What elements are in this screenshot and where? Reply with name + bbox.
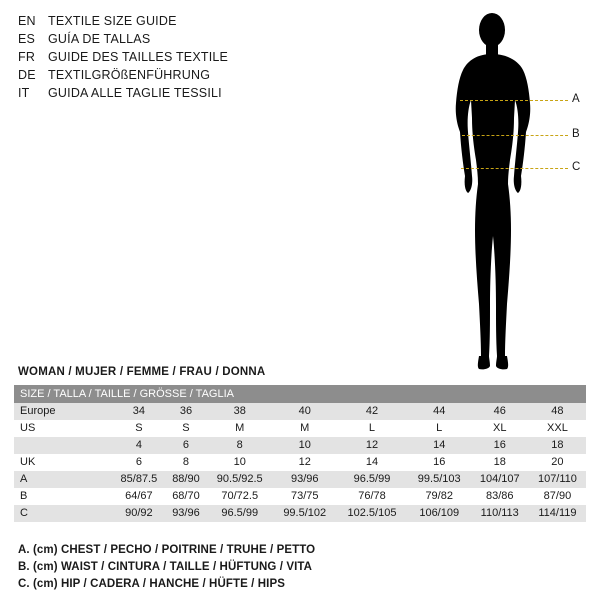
table-header-row (14, 385, 586, 403)
cell: 44 (408, 403, 471, 420)
cell: 40 (273, 403, 336, 420)
cell: 16 (408, 454, 471, 471)
title-text-it: GUIDA ALLE TAGLIE TESSILI (48, 86, 222, 100)
cell: 96.5/99 (336, 471, 408, 488)
cell: XXL (529, 420, 586, 437)
cell: 42 (336, 403, 408, 420)
footnote-a: A. (cm) CHEST / PECHO / POITRINE / TRUHE / PETTO (18, 544, 316, 556)
cell: 10 (273, 437, 336, 454)
cell: 83/86 (471, 488, 529, 505)
title-row-fr (18, 50, 338, 68)
cell: 110/113 (471, 505, 529, 522)
title-lang-es: ES (18, 32, 36, 46)
cell: 114/119 (529, 505, 586, 522)
cell: 99.5/102 (273, 505, 336, 522)
row-label: C (14, 505, 112, 522)
measure-line-b (462, 135, 568, 136)
title-lang-it: IT (18, 86, 30, 100)
cell: 90.5/92.5 (206, 471, 273, 488)
table-header-label: SIZE / TALLA / TAILLE / GRÖSSE / TAGLIA (14, 385, 586, 403)
cell: 68/70 (166, 488, 206, 505)
table-row (14, 420, 586, 437)
cell: 36 (166, 403, 206, 420)
cell: 79/82 (408, 488, 471, 505)
cell: 20 (529, 454, 586, 471)
title-row-en (18, 14, 338, 32)
cell: S (112, 420, 166, 437)
cell: 12 (336, 437, 408, 454)
cell: 85/87.5 (112, 471, 166, 488)
table-row (14, 488, 586, 505)
cell: 64/67 (112, 488, 166, 505)
cell: L (408, 420, 471, 437)
cell: 70/72.5 (206, 488, 273, 505)
cell: 99.5/103 (408, 471, 471, 488)
row-label: UK (14, 454, 112, 471)
title-row-de (18, 68, 338, 86)
title-lang-en: EN (18, 14, 36, 28)
title-lang-de: DE (18, 68, 36, 82)
row-label: US (14, 420, 112, 437)
cell: 104/107 (471, 471, 529, 488)
cell: 8 (166, 454, 206, 471)
measure-line-c (461, 168, 568, 169)
title-block (18, 14, 338, 104)
footnote-c: C. (cm) HIP / CADERA / HANCHE / HÜFTE / HIPS (18, 578, 286, 590)
cell: 6 (112, 454, 166, 471)
title-lang-fr: FR (18, 50, 36, 64)
title-text-fr: GUIDE DES TAILLES TEXTILE (48, 50, 229, 64)
female-silhouette-icon (430, 8, 590, 378)
cell: 73/75 (273, 488, 336, 505)
cell: 87/90 (529, 488, 586, 505)
title-text-es: GUÍA DE TALLAS (48, 32, 151, 46)
cell: 18 (471, 454, 529, 471)
title-text-de: TEXTILGRÖßENFÜHRUNG (48, 68, 211, 82)
cell: 14 (336, 454, 408, 471)
cell: 4 (112, 437, 166, 454)
footnote-b: B. (cm) WAIST / CINTURA / TAILLE / HÜFTUNG / VITA (18, 561, 313, 573)
size-table (14, 385, 586, 522)
row-label: B (14, 488, 112, 505)
cell: M (273, 420, 336, 437)
cell: 102.5/105 (336, 505, 408, 522)
measure-label-b: B (572, 128, 580, 140)
measure-label-a: A (572, 93, 580, 105)
cell: 106/109 (408, 505, 471, 522)
cell: 48 (529, 403, 586, 420)
cell: 93/96 (273, 471, 336, 488)
cell: 107/110 (529, 471, 586, 488)
cell: 93/96 (166, 505, 206, 522)
cell: S (166, 420, 206, 437)
row-label (14, 437, 112, 454)
table-row (14, 505, 586, 522)
title-row-it (18, 86, 338, 104)
cell: 18 (529, 437, 586, 454)
cell: M (206, 420, 273, 437)
measure-label-c: C (572, 161, 581, 173)
cell: 88/90 (166, 471, 206, 488)
cell: L (336, 420, 408, 437)
cell: 34 (112, 403, 166, 420)
table-row (14, 454, 586, 471)
cell: 14 (408, 437, 471, 454)
cell: 38 (206, 403, 273, 420)
cell: XL (471, 420, 529, 437)
title-text-en: TEXTILE SIZE GUIDE (48, 14, 177, 28)
section-heading: WOMAN / MUJER / FEMME / FRAU / DONNA (18, 366, 266, 378)
cell: 96.5/99 (206, 505, 273, 522)
title-row-es (18, 32, 338, 50)
row-label: A (14, 471, 112, 488)
cell: 6 (166, 437, 206, 454)
cell: 46 (471, 403, 529, 420)
table-row (14, 471, 586, 488)
cell: 90/92 (112, 505, 166, 522)
measure-line-a (460, 100, 568, 101)
row-label: Europe (14, 403, 112, 420)
footnotes (18, 542, 315, 593)
table-row (14, 403, 586, 420)
female-body-figure (430, 8, 590, 378)
cell: 10 (206, 454, 273, 471)
cell: 12 (273, 454, 336, 471)
cell: 16 (471, 437, 529, 454)
cell: 8 (206, 437, 273, 454)
cell: 76/78 (336, 488, 408, 505)
table-row (14, 437, 586, 454)
